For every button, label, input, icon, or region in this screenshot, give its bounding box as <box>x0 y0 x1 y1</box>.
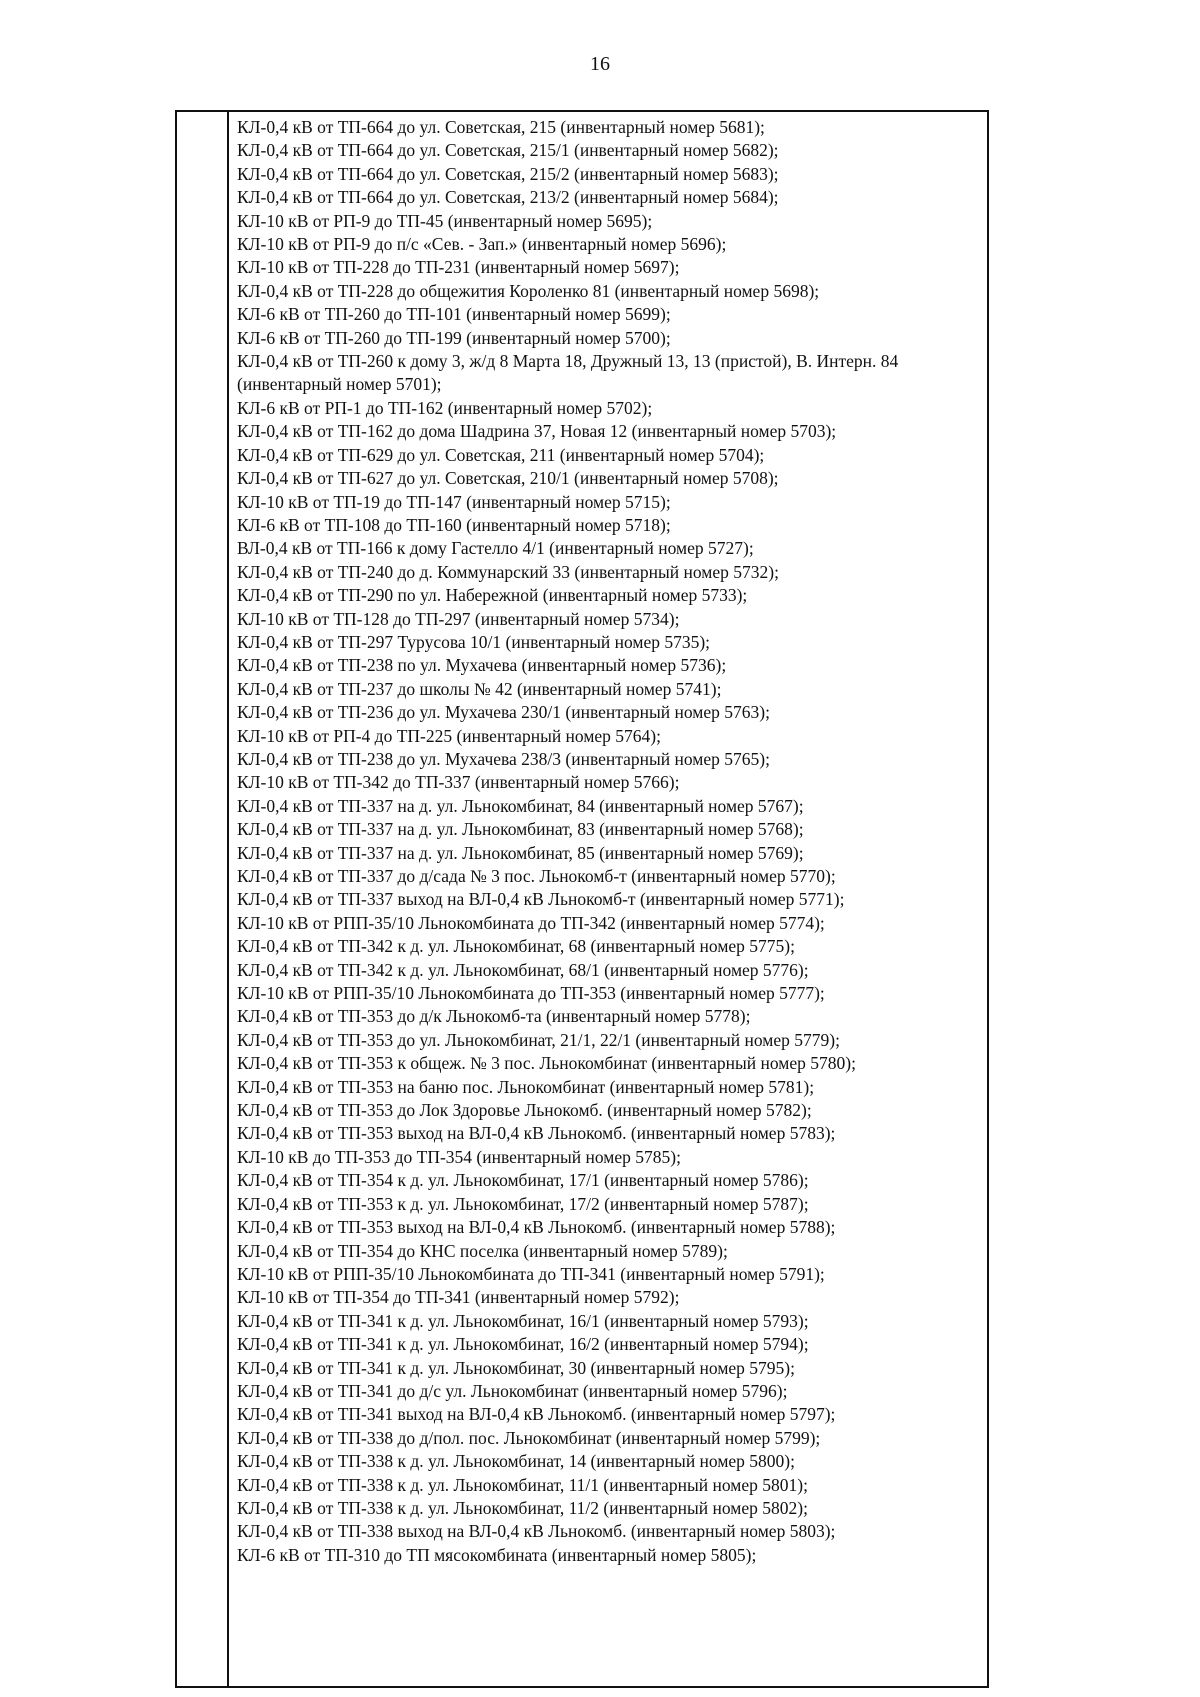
list-item: КЛ-0,4 кВ от ТП-238 до ул. Мухачева 238/3 (инвентарный номер 5765); <box>237 748 770 769</box>
list-item: ВЛ-0,4 кВ от ТП-166 к дому Гастелло 4/1 (инвентарный номер 5727); <box>237 538 754 559</box>
list-item: КЛ-0,4 кВ от ТП-338 до д/пол. пос. Льнокомбинат (инвентарный номер 5799); <box>237 1427 821 1448</box>
list-item: КЛ-0,4 кВ от ТП-338 к д. ул. Льнокомбинат, 14 (инвентарный номер 5800); <box>237 1451 795 1472</box>
list-item: КЛ-10 кВ от ТП-128 до ТП-297 (инвентарный номер 5734); <box>237 608 680 629</box>
list-item: КЛ-10 кВ от ТП-342 до ТП-337 (инвентарный номер 5766); <box>237 772 680 793</box>
list-item: КЛ-0,4 кВ от ТП-337 на д. ул. Льнокомбинат, 85 (инвентарный номер 5769); <box>237 842 804 863</box>
list-item: КЛ-0,4 кВ от ТП-341 к д. ул. Льнокомбинат, 16/2 (инвентарный номер 5794); <box>237 1334 809 1355</box>
list-item: КЛ-10 кВ от РПП-35/10 Льнокомбината до ТП-341 (инвентарный номер 5791); <box>237 1263 825 1284</box>
list-item: КЛ-10 кВ от РПП-35/10 Льнокомбината до ТП-342 (инвентарный номер 5774); <box>237 912 825 933</box>
list-item: КЛ-0,4 кВ от ТП-342 к д. ул. Льнокомбинат, 68 (инвентарный номер 5775); <box>237 936 795 957</box>
list-item: КЛ-0,4 кВ от ТП-664 до ул. Советская, 215/1 (инвентарный номер 5682); <box>237 140 779 161</box>
list-item: КЛ-10 кВ до ТП-353 до ТП-354 (инвентарный номер 5785); <box>237 1146 681 1167</box>
list-item: КЛ-0,4 кВ от ТП-162 до дома Шадрина 37, Новая 12 (инвентарный номер 5703); <box>237 421 837 442</box>
document-table <box>175 110 989 1688</box>
list-item: КЛ-6 кВ от РП-1 до ТП-162 (инвентарный номер 5702); <box>237 397 653 418</box>
list-item: КЛ-0,4 кВ от ТП-353 до ул. Льнокомбинат, 21/1, 22/1 (инвентарный номер 5779); <box>237 1029 840 1050</box>
list-item: КЛ-0,4 кВ от ТП-664 до ул. Советская, 215/2 (инвентарный номер 5683); <box>237 163 779 184</box>
list-item: КЛ-0,4 кВ от ТП-290 по ул. Набережной (инвентарный номер 5733); <box>237 585 748 606</box>
list-item: КЛ-0,4 кВ от ТП-341 к д. ул. Льнокомбинат, 16/1 (инвентарный номер 5793); <box>237 1310 809 1331</box>
list-item: КЛ-10 кВ от РПП-35/10 Льнокомбината до ТП-353 (инвентарный номер 5777); <box>237 983 825 1004</box>
list-item: КЛ-10 кВ от РП-4 до ТП-225 (инвентарный номер 5764); <box>237 725 661 746</box>
table-content-column <box>231 112 987 1686</box>
list-item: КЛ-0,4 кВ от ТП-353 к общеж. № 3 пос. Льнокомбинат (инвентарный номер 5780); <box>237 1053 856 1074</box>
list-item: КЛ-0,4 кВ от ТП-353 выход на ВЛ-0,4 кВ Льнокомб. (инвентарный номер 5783); <box>237 1123 836 1144</box>
list-item: КЛ-0,4 кВ от ТП-353 к д. ул. Льнокомбинат, 17/2 (инвентарный номер 5787); <box>237 1193 809 1214</box>
list-item: КЛ-0,4 кВ от ТП-353 до Лок Здоровье Льнокомб. (инвентарный номер 5782); <box>237 1100 812 1121</box>
list-item: КЛ-0,4 кВ от ТП-627 до ул. Советская, 210/1 (инвентарный номер 5708); <box>237 468 779 489</box>
list-item: КЛ-0,4 кВ от ТП-240 до д. Коммунарский 33 (инвентарный номер 5732); <box>237 561 779 582</box>
list-item: КЛ-0,4 кВ от ТП-664 до ул. Советская, 215 (инвентарный номер 5681); <box>237 117 765 137</box>
list-item: КЛ-0,4 кВ от ТП-338 к д. ул. Льнокомбинат, 11/1 (инвентарный номер 5801); <box>237 1474 808 1495</box>
list-item: КЛ-0,4 кВ от ТП-337 на д. ул. Льнокомбинат, 84 (инвентарный номер 5767); <box>237 795 804 816</box>
list-item: КЛ-0,4 кВ от ТП-297 Турусова 10/1 (инвентарный номер 5735); <box>237 631 711 652</box>
list-item: КЛ-10 кВ от РП-9 до ТП-45 (инвентарный номер 5695); <box>237 210 653 231</box>
list-item: КЛ-0,4 кВ от ТП-338 выход на ВЛ-0,4 кВ Льнокомб. (инвентарный номер 5803); <box>237 1521 836 1542</box>
list-item: КЛ-0,4 кВ от ТП-354 к д. ул. Льнокомбинат, 17/1 (инвентарный номер 5786); <box>237 1170 809 1191</box>
list-item: КЛ-0,4 кВ от ТП-629 до ул. Советская, 211 (инвентарный номер 5704); <box>237 444 765 465</box>
page-number: 16 <box>590 53 610 75</box>
list-item: КЛ-0,4 кВ от ТП-228 до общежития Короленко 81 (инвентарный номер 5698); <box>237 280 820 301</box>
list-item: КЛ-10 кВ от РП-9 до п/с «Сев. - Зап.» (инвентарный номер 5696); <box>237 234 727 255</box>
list-item: КЛ-6 кВ от ТП-310 до ТП мясокомбината (инвентарный номер 5805); <box>237 1544 757 1565</box>
list-item: КЛ-6 кВ от ТП-260 до ТП-199 (инвентарный номер 5700); <box>237 327 671 348</box>
list-item: КЛ-0,4 кВ от ТП-341 к д. ул. Льнокомбинат, 30 (инвентарный номер 5795); <box>237 1357 795 1378</box>
list-item: КЛ-6 кВ от ТП-260 до ТП-101 (инвентарный номер 5699); <box>237 304 671 325</box>
list-item: КЛ-10 кВ от ТП-354 до ТП-341 (инвентарный номер 5792); <box>237 1287 680 1308</box>
list-item: КЛ-0,4 кВ от ТП-341 до д/с ул. Льнокомбинат (инвентарный номер 5796); <box>237 1380 788 1401</box>
table-left-column <box>177 112 229 1686</box>
list-item: КЛ-0,4 кВ от ТП-337 выход на ВЛ-0,4 кВ Льнокомб-т (инвентарный номер 5771); <box>237 889 845 910</box>
list-item: КЛ-0,4 кВ от ТП-353 выход на ВЛ-0,4 кВ Льнокомб. (инвентарный номер 5788); <box>237 1217 836 1238</box>
list-item: КЛ-0,4 кВ от ТП-353 до д/к Льнокомб-та (инвентарный номер 5778); <box>237 1006 751 1027</box>
list-item: КЛ-10 кВ от ТП-228 до ТП-231 (инвентарный номер 5697); <box>237 257 680 278</box>
list-item: КЛ-6 кВ от ТП-108 до ТП-160 (инвентарный номер 5718); <box>237 514 671 535</box>
list-item: КЛ-0,4 кВ от ТП-338 к д. ул. Льнокомбинат, 11/2 (инвентарный номер 5802); <box>237 1497 808 1518</box>
list-item: КЛ-0,4 кВ от ТП-353 на баню пос. Льнокомбинат (инвентарный номер 5781); <box>237 1076 815 1097</box>
list-item: КЛ-0,4 кВ от ТП-337 на д. ул. Льнокомбинат, 83 (инвентарный номер 5768); <box>237 819 804 840</box>
list-item: КЛ-0,4 кВ от ТП-342 к д. ул. Льнокомбинат, 68/1 (инвентарный номер 5776); <box>237 959 809 980</box>
list-item: КЛ-0,4 кВ от ТП-236 до ул. Мухачева 230/1 (инвентарный номер 5763); <box>237 702 770 723</box>
list-item: КЛ-0,4 кВ от ТП-260 к дому 3, ж/д 8 Марта 18, Дружный 13, 13 (пристой), В. Интерн. 84 (инвентарный номер 5701); <box>237 351 899 395</box>
list-item: КЛ-0,4 кВ от ТП-238 по ул. Мухачева (инвентарный номер 5736); <box>237 655 727 676</box>
list-item: КЛ-0,4 кВ от ТП-237 до школы № 42 (инвентарный номер 5741); <box>237 678 722 699</box>
list-item: КЛ-10 кВ от ТП-19 до ТП-147 (инвентарный номер 5715); <box>237 491 671 512</box>
list-item: КЛ-0,4 кВ от ТП-354 до КНС поселка (инвентарный номер 5789); <box>237 1240 728 1261</box>
cable-line-list <box>231 112 987 1567</box>
list-item: КЛ-0,4 кВ от ТП-337 до д/сада № 3 пос. Льнокомб-т (инвентарный номер 5770); <box>237 866 836 886</box>
list-item: КЛ-0,4 кВ от ТП-341 выход на ВЛ-0,4 кВ Льнокомб. (инвентарный номер 5797); <box>237 1404 836 1425</box>
list-item: КЛ-0,4 кВ от ТП-664 до ул. Советская, 213/2 (инвентарный номер 5684); <box>237 187 779 208</box>
